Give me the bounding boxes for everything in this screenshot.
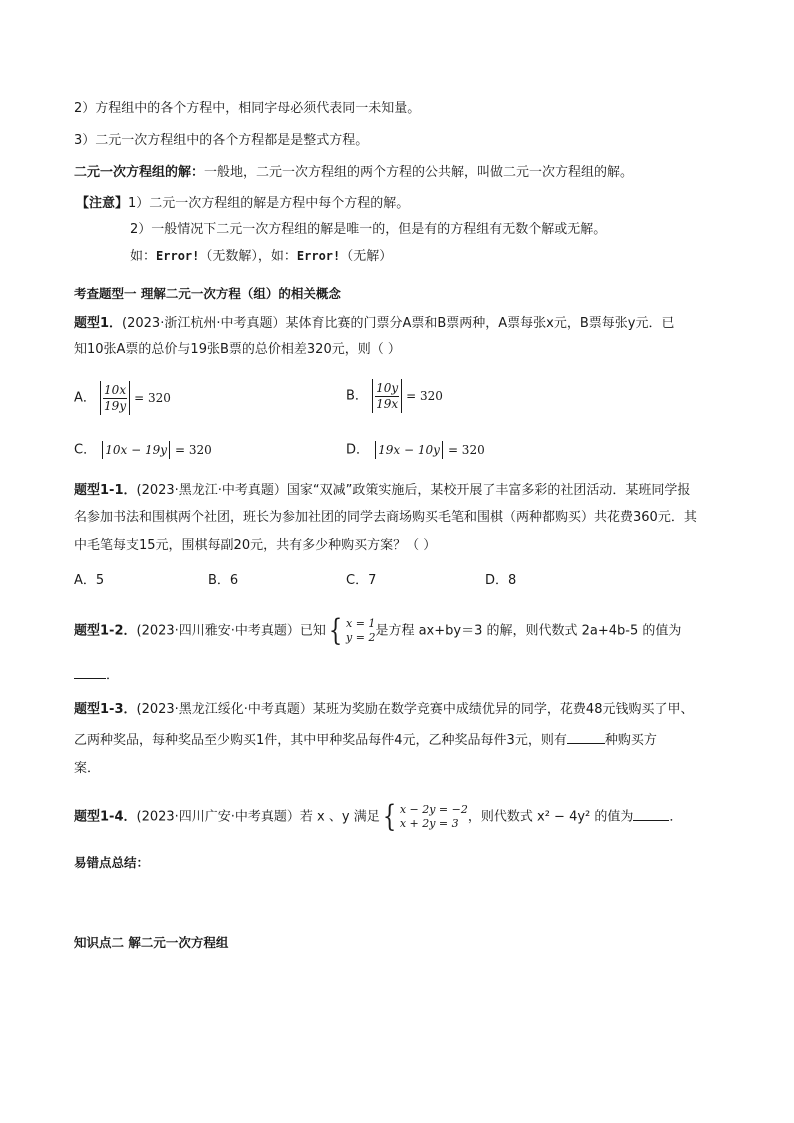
question-1-4: 题型1-4．(2023·四川广安·中考真题）若 x 、y 满足 { x − 2y = −2 x + 2y = 3 ，则代数式 x² − 4y² 的值为 ． — [74, 799, 683, 834]
section-heading-2: 知识点二 解二元一次方程组 — [74, 935, 229, 950]
question-1-option-b: B． $\frac{10y}{19x}$ = 320 — [346, 379, 443, 413]
attention-line-2: 2）一般情况下二元一次方程组的解是唯一的，但是有的方程组有无数个解或无解。 — [130, 222, 607, 237]
question-1-3: 题型1-3．(2023·黑龙江绥化·中考真题）某班为奖励在数学竞赛中成绩优异的同学，花费48元钱购买了甲、 — [74, 702, 694, 717]
abs-fraction: $\frac{10y}{19x}$ = 320 — [372, 379, 443, 413]
abs-fraction: $\frac{10x}{19y}$ = 320 — [100, 381, 171, 415]
question-1-1-option-c: C．7 — [346, 573, 377, 588]
question-1-1-option-b: B．6 — [208, 573, 239, 588]
question-1-1: 题型1-1．(2023·黑龙江·中考真题）国家“双减”政策实施后，某校开展了丰富多彩的社团活动．某班同学报 — [74, 483, 691, 498]
question-1-2-answer: ． — [74, 664, 119, 686]
error-field-1: Error! — [156, 249, 200, 263]
definition-line: 二元一次方程组的解：一般地，二元一次方程组的两个方程的公共解，叫做二元一次方程组的解。 — [74, 165, 634, 180]
error-field-2: Error! — [296, 249, 341, 263]
equation-system: { x = 1 y = 2 — [328, 613, 376, 648]
attention-line: 【注意】1）二元一次方程组的解是方程中每个方程的解。 — [76, 196, 410, 211]
attention-tag: 【注意】 — [76, 196, 129, 211]
equation-system: { x − 2y = −2 x + 2y = 3 — [382, 799, 468, 834]
answer-blank[interactable] — [633, 806, 669, 821]
question-1: 题型1．(2023·浙江杭州·中考真题）某体育比赛的门票分A票和B票两种，A票每张x元，B票每张y元．已 — [74, 316, 675, 331]
question-1-option-d: D． 19x − 10y = 320 — [346, 442, 485, 458]
answer-blank[interactable] — [567, 729, 605, 744]
question-1-2: 题型1-2．(2023·四川雅安·中考真题）已知 { x = 1 y = 2 是方程 ax+by＝3 的解，则代数式 2a+4b-5 的值为 — [74, 613, 682, 648]
question-1-3-label: 题型1-3． — [74, 702, 137, 717]
question-1-1-option-d: D．8 — [485, 573, 517, 588]
attention-example: 如：Error!（无数解），如：Error!（无解） — [130, 249, 393, 264]
question-1-option-c: C． 10x − 19y = 320 — [74, 442, 212, 458]
answer-blank[interactable] — [74, 664, 106, 679]
question-1-1-line-2: 名参加书法和围棋两个社团，班长为参加社团的同学去商场购买毛笔和围棋（两种都购买）共花费360元．其 — [74, 510, 697, 525]
mistake-summary: 易错点总结： — [74, 855, 150, 870]
question-1-4-label: 题型1-4． — [74, 809, 137, 825]
question-1-1-label: 题型1-1． — [74, 483, 137, 498]
note-line-3: 3）二元一次方程组中的各个方程都是是整式方程。 — [74, 133, 369, 148]
question-1-label: 题型1． — [74, 316, 123, 331]
question-1-option-a: A． $\frac{10x}{19y}$ = 320 — [74, 381, 171, 415]
definition-term: 二元一次方程组的解： — [74, 165, 205, 180]
section-heading-1: 考查题型一 理解二元一次方程（组）的相关概念 — [74, 286, 341, 301]
question-1-3-line-3: 案． — [74, 761, 101, 776]
question-1-2-label: 题型1-2． — [74, 623, 137, 639]
question-1-line-2: 知10张A票的总价与19张B票的总价相差320元，则（ ） — [74, 342, 401, 357]
question-1-1-option-a: A．5 — [74, 573, 105, 588]
question-1-3-line-2: 乙两种奖品，每种奖品至少购买1件，其中甲种奖品每件4元，乙种奖品每件3元，则有 种购买方 — [74, 729, 657, 751]
note-line-2: 2）方程组中的各个方程中，相同字母必须代表同一未知量。 — [74, 101, 421, 116]
question-1-1-line-3: 中毛笔每支15元，围棋每副20元，共有多少种购买方案？（ ） — [74, 538, 437, 553]
